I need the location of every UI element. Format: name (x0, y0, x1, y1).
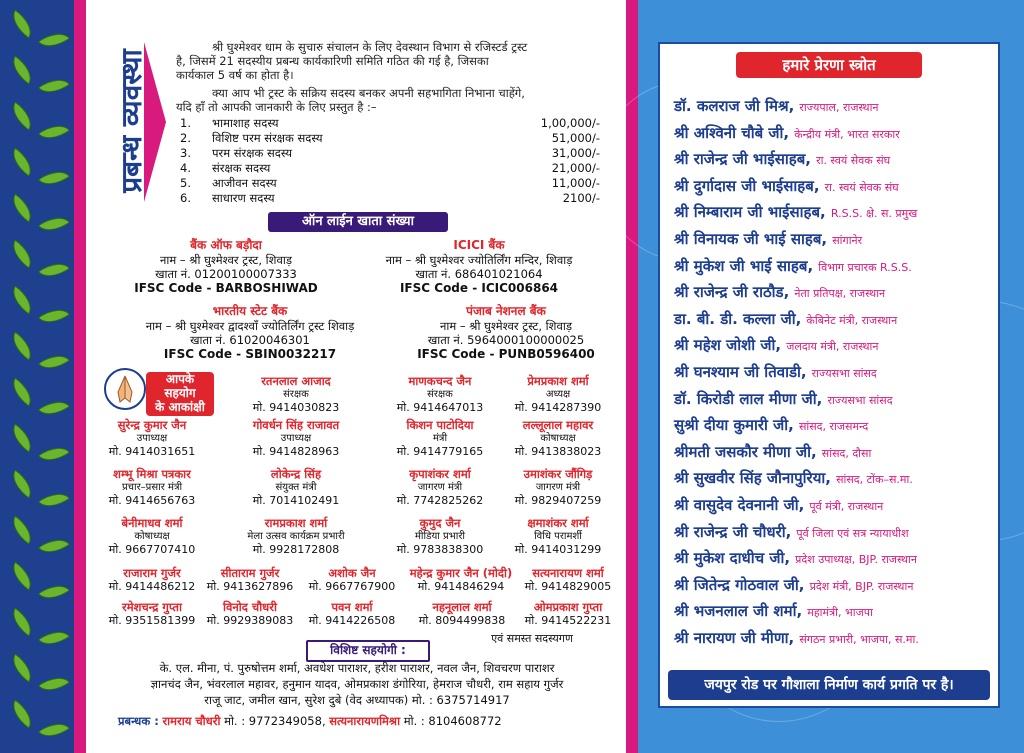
inspiration-name: श्री निम्बाराम जी भाईसाहब, (674, 203, 826, 222)
person-phone: मो. 9414779165 (396, 445, 484, 458)
intro-line: है, जिसमें 21 सदस्यीय प्रबन्ध कार्यकारिणी समिति गठित की गई है, जिसका (176, 54, 489, 68)
item-number: 4. (180, 161, 191, 175)
person-card (498, 374, 618, 415)
person-phone: मो. 9414486212 (108, 580, 196, 593)
list-item (180, 131, 600, 145)
person-name: रामप्रकाश शर्मा (264, 516, 328, 530)
inspiration-item (674, 360, 994, 384)
leaf-icon (6, 147, 38, 176)
person-name: लोकेन्द्र सिंह (270, 467, 322, 481)
bank-block-bob (98, 236, 354, 295)
item-label: संरक्षक सदस्य (212, 161, 271, 175)
bank-ifsc: IFSC Code - SBIN0032217 (163, 347, 337, 361)
inspiration-item (674, 333, 994, 357)
inspiration-name: श्री राजेन्द्र जी चौधरी, (674, 522, 792, 541)
person-phone: मो. 9414226508 (308, 614, 396, 627)
person-name: अशोक जैन (328, 566, 376, 580)
inspiration-box (658, 42, 1000, 708)
person-card (498, 467, 618, 508)
person-phone: मो. 7014102491 (252, 494, 340, 507)
bank-ifsc: IFSC Code - BARBOSHIWAD (134, 281, 318, 295)
bank-title: भारतीय स्टेट बैंक (212, 304, 288, 318)
item-number: 3. (180, 146, 191, 160)
inspiration-item (674, 520, 994, 544)
bank-account-number: खाता नं. 686401021064 (415, 267, 543, 281)
person-card (396, 566, 526, 594)
leaf-icon (6, 101, 38, 130)
person-name: बेनीमाधव शर्मा (121, 516, 183, 530)
inspiration-name: डॉ. कलराज जी मिश्र, (674, 97, 795, 115)
person-phone: मो. 9414522231 (524, 614, 612, 627)
all-members-note: एवं समस्त सदस्यगण (491, 632, 573, 645)
person-name: सुरेन्द्र कुमार जैन (117, 418, 187, 432)
person-role: उपाध्यक्ष (280, 433, 312, 444)
person-name: पवन शर्मा (331, 600, 373, 614)
person-card (92, 467, 212, 508)
inspiration-name: सुश्री दीया कुमारी जी, (674, 416, 794, 435)
person-phone: मो. 7742825262 (396, 494, 484, 507)
intro-question (176, 86, 606, 114)
item-amount: 51,000/- (551, 131, 600, 145)
person-role: अध्यक्ष (545, 389, 571, 400)
leaf-icon (6, 607, 38, 636)
person-phone: मो. 9414828963 (252, 445, 340, 458)
inspiration-role: R.S.S. क्षे. स. प्रमुख (830, 207, 918, 221)
person-name: महेन्द्र कुमार जैन (मोदी) (409, 566, 513, 580)
leaf-icon (38, 577, 70, 606)
inspiration-role: सांगानेर (832, 234, 863, 247)
inspiration-role: राज्यपाल, राजस्थान (799, 101, 879, 114)
person-phone: मो. 9414030823 (252, 401, 340, 414)
bank-block-pnb (396, 302, 616, 361)
person-card (380, 467, 500, 508)
person-phone: मो. 9928172808 (252, 543, 340, 556)
intro-line: कार्यकाल 5 वर्ष का होता है। (176, 68, 294, 82)
inspiration-item (674, 200, 994, 224)
leaf-icon (38, 25, 70, 54)
person-phone: मो. 9351581399 (108, 614, 196, 627)
list-item (180, 191, 600, 205)
inspiration-name: श्री जितेन्द्र गोठवाल जी, (674, 575, 805, 594)
item-label: परम संरक्षक सदस्य (212, 146, 293, 160)
person-phone: मो. 9414846294 (417, 580, 505, 593)
person-card (92, 418, 212, 459)
inspiration-item (674, 254, 994, 278)
item-number: 1. (180, 116, 191, 130)
person-card (402, 600, 522, 628)
bank-account-number: खाता नं. 61020046301 (190, 333, 310, 347)
leaf-border-strip (0, 0, 74, 753)
person-name: रतनलाल आजाद (261, 374, 331, 388)
person-phone: मो. 9829407259 (514, 494, 602, 507)
inspiration-role: सांसद, टोंक–स.मा. (836, 473, 913, 487)
inspiration-name: डा. बी. डी. कल्ला जी, (674, 309, 802, 328)
inspiration-name: श्री घनश्याम जी तिवाडी, (674, 363, 807, 381)
item-number: 2. (180, 131, 191, 145)
intro-line: श्री घुश्मेश्वर धाम के सुचारु संचालन के लिए देवस्थान विभाग से रजिस्टर्ड ट्रस्ट (212, 40, 528, 54)
person-role: मीडिया प्रभारी (414, 531, 466, 542)
manager-name: रामराय चौधरी (162, 714, 221, 728)
person-card (236, 418, 356, 459)
person-role: जागरण मंत्री (417, 482, 463, 493)
manager-phone: मो. : 8104608772 (403, 714, 502, 728)
inspiration-role: पूर्व मंत्री, राजस्थान (809, 500, 884, 513)
person-card (498, 516, 618, 557)
badge-line: सहयोग (164, 386, 196, 400)
inspiration-role: संगठन प्रभारी, भाजपा, स.मा. (799, 633, 919, 646)
inspiration-item (674, 546, 994, 570)
person-name: राजाराम गुर्जर (123, 566, 181, 580)
leaf-icon (38, 485, 70, 514)
bank-title: पंजाब नेशनल बैंक (466, 304, 546, 318)
praying-hands-icon (104, 368, 146, 410)
leaf-icon (38, 715, 70, 744)
leaf-icon (6, 561, 38, 590)
side-title-block (100, 22, 158, 220)
person-card (236, 516, 356, 557)
bank-account-name: नाम – श्री घुश्मेश्वर ट्रस्ट, शिवाड़ (160, 253, 292, 267)
inspiration-role: विभाग प्रचारक R.S.S. (818, 260, 912, 274)
list-item (180, 146, 600, 160)
inspiration-role: रा. स्वयं सेवक संघ (816, 154, 891, 168)
inspiration-role: केबिनेट मंत्री, राजस्थान (806, 313, 898, 327)
inspiration-name: श्री मुकेश दाधीच जी, (674, 549, 791, 568)
bank-title: बैंक ऑफ बड़ौदा (190, 238, 262, 252)
person-phone: मो. 9414656763 (108, 494, 196, 507)
manager-phone: मो. : 9772349058, (224, 714, 326, 728)
leaf-icon (38, 669, 70, 698)
inspiration-role: राज्यसभा सांसद (811, 367, 877, 380)
item-amount: 21,000/- (551, 161, 600, 175)
person-name: सीताराम गुर्जर (220, 566, 280, 580)
person-card (292, 566, 412, 594)
leaf-icon (38, 117, 70, 146)
person-phone: मो. 9929389083 (206, 614, 294, 627)
person-name: सत्यनारायण शर्मा (532, 566, 604, 580)
leaf-icon (6, 193, 38, 222)
helper-badge (146, 372, 214, 416)
inspiration-name: श्री अश्विनी चौबे जी, (674, 123, 790, 142)
inspiration-name: डॉ. किरोडी लाल मीणा जी, (674, 389, 823, 408)
person-phone: मो. 8094499838 (418, 614, 506, 627)
inspiration-name: श्री सुखवीर सिंह जौनापुरिया, (674, 469, 831, 488)
item-number: 5. (180, 176, 191, 190)
inspiration-item (674, 466, 994, 490)
inspiration-role: नेता प्रतिपक्ष, राजस्थान (794, 287, 886, 301)
inspiration-role: प्रदेश मंत्री, BJP. राजस्थान (809, 579, 914, 593)
inspiration-name: श्री राजेन्द्र जी राठौड, (674, 283, 790, 302)
manager-label: प्रबन्धक : (118, 714, 159, 728)
inspiration-role: रा. स्वयं सेवक संघ (824, 180, 899, 194)
inspiration-role: जलदाय मंत्री, राजस्थान (786, 340, 879, 354)
leaf-icon (6, 285, 38, 314)
bank-account-name: नाम – श्री घुश्मेश्वर ट्रस्ट, शिवाड़ (440, 319, 572, 333)
leaf-icon (38, 393, 70, 422)
person-role: मंत्री (432, 433, 448, 444)
item-number: 6. (180, 191, 191, 205)
leaf-icon (38, 255, 70, 284)
person-name: लल्लूलाल महावर (522, 418, 594, 432)
special-line: के. एल. मीना, पं. पुरुषोत्तम शर्मा, अवधेश पाराशर, हरीश पाराशर, नवल जैन, शिवचरण पाराशर (159, 661, 555, 675)
inspiration-role: प्रदेश उपाध्यक्ष, BJP. राजस्थान (795, 553, 918, 567)
person-role: संरक्षक (427, 389, 453, 400)
inspiration-role: राज्यसभा सांसद (827, 393, 893, 407)
leaf-icon (6, 423, 38, 452)
person-card (292, 600, 412, 628)
bank-account-name: नाम – श्री घुश्मेश्वर द्वादश्वाँ ज्योतिर्लिंग ट्रस्ट शिवाड़ (145, 319, 355, 333)
person-name: प्रेमप्रकाश शर्मा (527, 374, 589, 388)
inspiration-item (674, 307, 994, 331)
inspiration-name: श्री राजेन्द्र जी भाईसाहब, (674, 150, 811, 169)
item-amount: 2100/- (562, 191, 600, 205)
bottom-banner: जयपुर रोड पर गौशाला निर्माण कार्य प्रगति पर है। (668, 670, 990, 700)
item-amount: 31,000/- (551, 146, 600, 160)
person-role: कोषाध्यक्ष (134, 531, 170, 542)
bank-title: ICICI बैंक (453, 238, 505, 252)
leaf-icon (6, 55, 38, 84)
person-name: रमेशचन्द्र गुप्ता (122, 600, 182, 614)
inspiration-item (674, 573, 994, 597)
inspiration-item (674, 121, 994, 145)
person-phone: मो. 9414287390 (514, 401, 602, 414)
inspiration-name: श्री दुर्गादास जी भाईसाहब, (674, 176, 820, 195)
item-label: आजीवन सदस्य (212, 176, 277, 190)
inspiration-item (674, 599, 994, 623)
badge-line: आपके (165, 372, 195, 386)
bank-account-number: खाता नं. 01200100007333 (155, 267, 297, 281)
inspiration-item (674, 147, 994, 171)
leaf-icon (6, 515, 38, 544)
person-name: शम्भू मिश्रा पत्रकार (113, 467, 191, 481)
leaf-icon (38, 209, 70, 238)
item-label: भामाशाह सदस्य (212, 116, 279, 130)
person-card (92, 516, 212, 557)
leaf-icon (38, 347, 70, 376)
inspiration-name: श्री विनायक जी भाई साहब, (674, 230, 828, 248)
person-role: विधि परामर्शी (534, 531, 582, 542)
person-phone: मो. 9414647013 (396, 401, 484, 414)
person-phone: मो. 9667767900 (308, 580, 396, 593)
person-card (508, 566, 628, 594)
person-phone: मो. 9413838023 (514, 445, 602, 458)
person-phone: मो. 9667707410 (108, 543, 196, 556)
person-name: नहनूलाल शर्मा (432, 600, 492, 614)
intro-paragraph (176, 40, 606, 82)
person-role: कोषाध्यक्ष (540, 433, 576, 444)
inspiration-name: श्री नारायण जी मीणा, (674, 629, 795, 647)
leaf-icon (38, 163, 70, 192)
inspiration-name: श्री महेश जोशी जी, (674, 336, 782, 355)
bank-account-name: नाम – श्री घुश्मेश्वर ज्योतिर्लिंग मन्दिर, शिवाड़ (385, 253, 573, 267)
arrow-icon (144, 42, 166, 202)
bank-block-sbi (100, 302, 400, 361)
person-role: जागरण मंत्री (535, 482, 581, 493)
inspiration-item (674, 626, 994, 650)
manager-name: सत्यनारायणमिश्रा (329, 714, 401, 728)
intro-line: यदि हाँ तो आपकी जानकारी के लिए प्रस्तुत है :– (176, 100, 377, 114)
person-card (380, 516, 500, 557)
person-card (236, 467, 356, 508)
inspiration-item (674, 413, 994, 437)
online-account-banner: ऑन लाईन खाता संख्या (268, 212, 448, 232)
inspiration-item (674, 280, 994, 304)
inspiration-item (674, 94, 994, 118)
person-role: संयुक्त मंत्री (275, 482, 317, 493)
person-card (380, 418, 500, 459)
person-role: प्रचार–प्रसार मंत्री (121, 482, 183, 493)
list-item (180, 116, 600, 130)
person-card (498, 418, 618, 459)
inspiration-header: हमारे प्रेरणा स्त्रोत (736, 52, 922, 78)
person-card (508, 600, 628, 628)
item-amount: 1,00,000/- (540, 116, 600, 130)
inspiration-role: केन्द्रीय मंत्री, भारत सरकार (794, 127, 900, 141)
leaf-icon (6, 377, 38, 406)
leaf-icon (6, 9, 38, 38)
person-name: माणकचन्द जैन (408, 374, 472, 388)
person-phone: मो. 9414829005 (524, 580, 612, 593)
inspiration-name: श्री वासुदेव देवनानी जी, (674, 496, 805, 514)
leaf-icon (6, 699, 38, 728)
pink-divider-left (74, 0, 86, 753)
inspiration-role: सांसद, दौसा (821, 446, 872, 460)
person-name: कुमुद जैन (419, 516, 461, 530)
leaf-icon (38, 623, 70, 652)
person-name: किशन पाटोदिया (406, 418, 474, 432)
bank-ifsc: IFSC Code - ICIC006864 (399, 281, 559, 295)
inspiration-name: श्री मुकेश जी भाई साहब, (674, 256, 814, 275)
person-role: उपाध्यक्ष (136, 433, 168, 444)
person-phone: मो. 9783838300 (396, 543, 484, 556)
leaf-icon (6, 653, 38, 682)
person-card (236, 374, 356, 415)
bank-account-number: खाता नं. 5964000100000025 (427, 333, 585, 347)
leaf-icon (6, 331, 38, 360)
inspiration-role: महामंत्री, भाजपा (807, 606, 873, 620)
person-card (380, 374, 500, 415)
membership-list (180, 116, 600, 206)
person-phone: मो. 9414031299 (514, 543, 602, 556)
intro-line: क्या आप भी ट्रस्ट के सक्रिय सदस्य बनकर अपनी सहभागिता निभाना चाहेंगे, (212, 86, 525, 100)
leaf-icon (38, 71, 70, 100)
person-name: ओमप्रकाश गुप्ता (533, 600, 603, 614)
special-helpers-label: विशिष्ट सहयोगी : (306, 640, 430, 662)
person-name: गोवर्धन सिंह राजावत (252, 418, 340, 432)
leaf-icon (6, 239, 38, 268)
leaf-icon (38, 301, 70, 330)
person-name: क्षमाशंकर शर्मा (527, 516, 589, 530)
list-item (180, 161, 600, 175)
special-line: ज्ञानचंद जैन, भंवरलाल महावर, हनुमान यादव, ओमप्रकाश डंगोरिया, हेमराज चौधरी, राम सहाय गुर्जर (150, 677, 564, 691)
badge-line: के आकांक्षी (155, 400, 205, 414)
inspiration-item (674, 387, 994, 411)
bank-block-icici (344, 236, 614, 295)
manager-line (118, 714, 618, 729)
inspiration-item (674, 227, 994, 251)
item-label: विशिष्ट परम संरक्षक सदस्य (212, 131, 323, 145)
leaf-icon (38, 531, 70, 560)
inspiration-item (674, 493, 994, 517)
special-helpers-text (92, 660, 622, 708)
item-label: साधारण सदस्य (212, 191, 275, 205)
list-item (180, 176, 600, 190)
inspiration-role: सांसद, राजसमन्द (798, 420, 869, 434)
item-amount: 11,000/- (551, 176, 600, 190)
person-role: संरक्षक (283, 389, 309, 400)
person-name: उमाशंकर जौंगिड़ (523, 467, 593, 481)
inspiration-item (674, 174, 994, 198)
special-line: राजू जाट, जमील खान, सुरेश दुबे (वेद अध्यापक) मो. : 6375714917 (204, 693, 510, 707)
inspiration-name: श्री भजनलाल जी शर्मा, (674, 602, 803, 621)
leaf-icon (38, 439, 70, 468)
person-phone: मो. 9413627896 (206, 580, 294, 593)
page-title: प्रबन्ध व्यवस्था (115, 49, 148, 193)
person-role: मेला उत्सव कार्यक्रम प्रभारी (247, 531, 345, 542)
person-name: कृपाशंकर शर्मा (409, 467, 471, 481)
inspiration-name: श्रीमती जसकौर मीणा जी, (674, 442, 817, 461)
inspiration-item (674, 440, 994, 464)
person-name: विनोद चौधरी (223, 600, 277, 614)
person-phone: मो. 9414031651 (108, 445, 196, 458)
bank-ifsc: IFSC Code - PUNB0596400 (417, 347, 595, 361)
leaf-icon (6, 469, 38, 498)
inspiration-role: पूर्व जिला एवं सत्र न्यायाधीश (796, 526, 909, 540)
